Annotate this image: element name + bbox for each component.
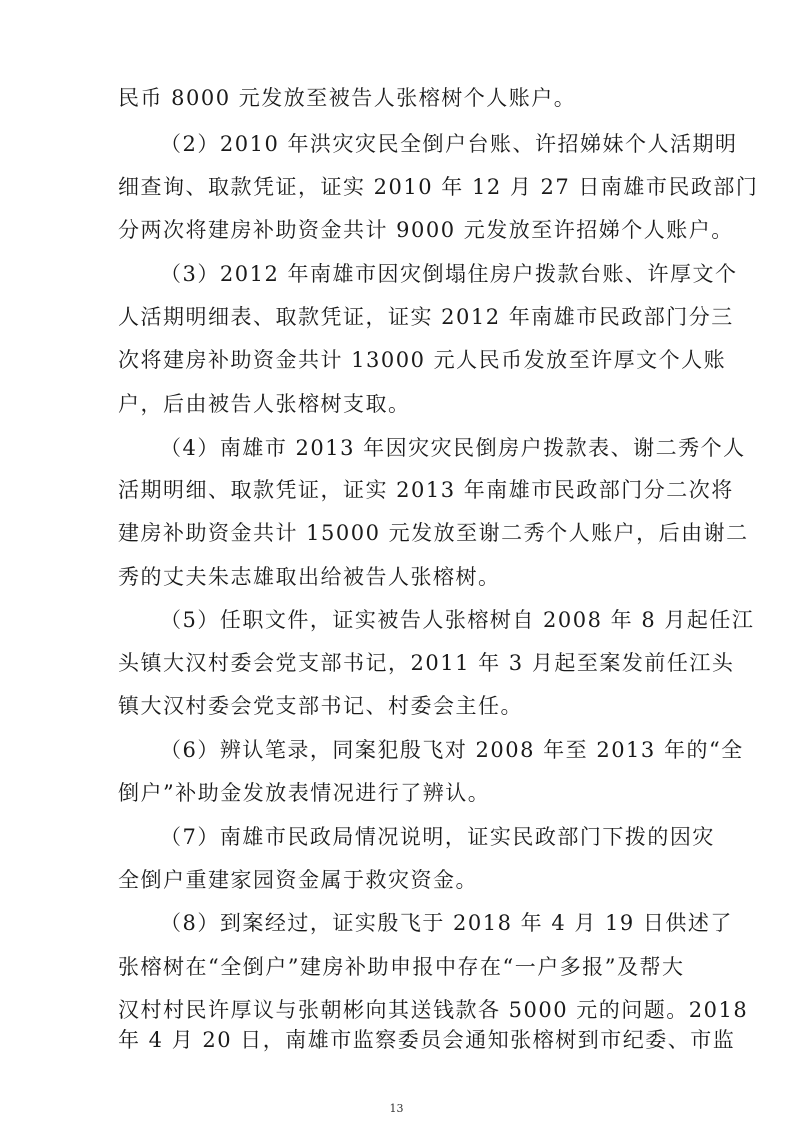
body-text-line: （6）辨认笔录，同案犯殷飞对 2008 年至 2013 年的“全 [160, 738, 744, 762]
body-text-line: 全倒户重建家园资金属于救灾资金。 [118, 868, 478, 892]
body-text-line: 户，后由被告人张榕树支取。 [118, 392, 411, 416]
body-text-line: （4）南雄市 2013 年因灾灾民倒房户拨款表、谢二秀个人 [160, 436, 746, 460]
body-text-line: 镇大汉村委会党支部书记、村委会主任。 [118, 694, 523, 718]
body-text-line: （2）2010 年洪灾灾民全倒户台账、许招娣妹个人活期明 [160, 132, 738, 156]
body-text-line: 汉村村民许厚议与张朝彬向其送钱款各 5000 元的问题。2018 [118, 998, 749, 1022]
body-text-line: 分两次将建房补助资金共计 9000 元发放至许招娣个人账户。 [118, 218, 734, 242]
body-text-line: （3）2012 年南雄市因灾倒塌住房户拨款台账、许厚文个 [160, 262, 738, 286]
body-text-line: 张榕树在“全倒户”建房补助申报中存在“一户多报”及帮大 [118, 955, 685, 979]
body-text-line: 人活期明细表、取款凭证，证实 2012 年南雄市民政部门分三 [118, 305, 734, 329]
body-text-line: （7）南雄市民政局情况说明，证实民政部门下拨的因灾 [160, 825, 715, 849]
body-text-line: （5）任职文件，证实被告人张榕树自 2008 年 8 月起任江 [160, 608, 755, 632]
body-text-line: 次将建房补助资金共计 13000 元人民币发放至许厚文个人账 [118, 348, 727, 372]
body-text-line: 头镇大汉村委会党支部书记，2011 年 3 月起至案发前任江头 [118, 651, 735, 675]
body-text-line: （8）到案经过，证实殷飞于 2018 年 4 月 19 日供述了 [160, 911, 733, 935]
page-number: 13 [389, 1102, 404, 1115]
body-text-line: 倒户”补助金发放表情况进行了辨认。 [118, 781, 491, 805]
body-text-line: 年 4 月 20 日，南雄市监察委员会通知张榕树到市纪委、市监 [118, 1028, 736, 1052]
body-text-line: 秀的丈夫朱志雄取出给被告人张榕树。 [118, 565, 501, 589]
body-text-line: 活期明细、取款凭证，证实 2013 年南雄市民政部门分二次将 [118, 478, 734, 502]
body-text-line: 细查询、取款凭证，证实 2010 年 12 月 27 日南雄市民政部门 [118, 175, 759, 199]
body-text-line: 建房补助资金共计 15000 元发放至谢二秀个人账户，后由谢二 [118, 521, 749, 545]
body-text-line: 民币 8000 元发放至被告人张榕树个人账户。 [118, 86, 577, 110]
